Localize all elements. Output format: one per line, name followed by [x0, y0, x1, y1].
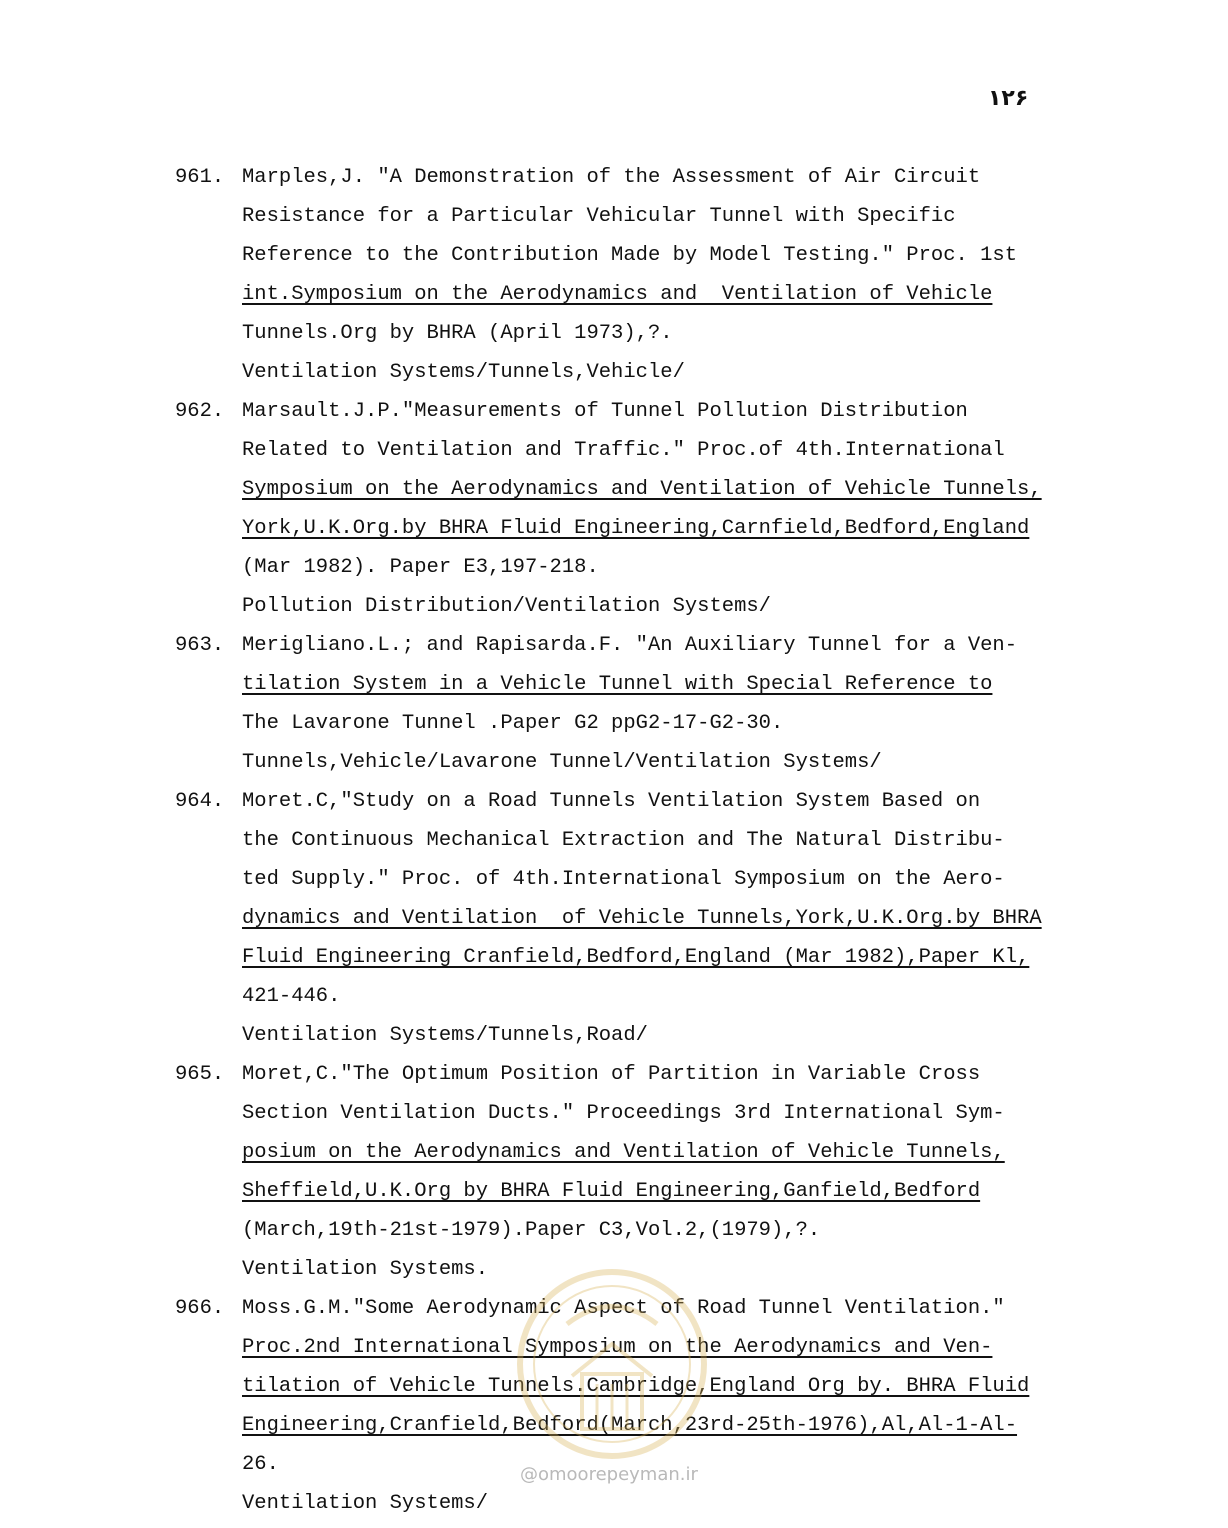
entry-number: 962.	[175, 400, 225, 423]
entry-line: dynamics and Ventilation of Vehicle Tunnels,York,U.K.Org.by BHRA	[242, 907, 1042, 930]
entry-line: tilation of Vehicle Tunnels.Cambridge,England Org by. BHRA Fluid	[242, 1375, 1030, 1398]
bibliography-entry-966	[175, 1289, 1105, 1523]
bibliography-entry-961	[175, 158, 1105, 392]
entry-keywords: Pollution Distribution/Ventilation Systems/	[242, 595, 771, 618]
entry-keywords: Ventilation Systems/Tunnels,Road/	[242, 1024, 648, 1047]
entry-line: Related to Ventilation and Traffic." Proc.of 4th.International	[242, 439, 1005, 462]
entry-line: Marples,J. "A Demonstration of the Assessment of Air Circuit	[242, 166, 981, 189]
entry-line: The Lavarone Tunnel .Paper G2 ppG2-17-G2-30.	[242, 712, 784, 735]
entry-line: Merigliano.L.; and Rapisarda.F. "An Auxiliary Tunnel for a Ven-	[242, 634, 1018, 657]
entry-number: 965.	[175, 1063, 225, 1086]
entry-line: Tunnels.Org by BHRA (April 1973),?.	[242, 322, 673, 345]
entry-line: Resistance for a Particular Vehicular Tunnel with Specific	[242, 205, 956, 228]
entry-line: Moret.C,"Study on a Road Tunnels Ventilation System Based on	[242, 790, 981, 813]
entry-line: ted Supply." Proc. of 4th.International Symposium on the Aero-	[242, 868, 1005, 891]
entry-number: 966.	[175, 1297, 225, 1320]
entry-keywords: Ventilation Systems.	[242, 1258, 489, 1281]
entry-line: Symposium on the Aerodynamics and Ventilation of Vehicle Tunnels,	[242, 478, 1042, 501]
entry-line: York,U.K.Org.by BHRA Fluid Engineering,Carnfield,Bedford,England	[242, 517, 1030, 540]
bibliography-entry-963	[175, 626, 1105, 782]
entry-line: Sheffield,U.K.Org by BHRA Fluid Engineering,Ganfield,Bedford	[242, 1180, 981, 1203]
entry-line: int.Symposium on the Aerodynamics and Ventilation of Vehicle	[242, 283, 993, 306]
entry-line: Moret,C."The Optimum Position of Partition in Variable Cross	[242, 1063, 981, 1086]
entry-line: Fluid Engineering Cranfield,Bedford,England (Mar 1982),Paper Kl,	[242, 946, 1030, 969]
entry-keywords: Tunnels,Vehicle/Lavarone Tunnel/Ventilation Systems/	[242, 751, 882, 774]
entry-line: Marsault.J.P."Measurements of Tunnel Pollution Distribution	[242, 400, 968, 423]
entry-line: (Mar 1982). Paper E3,197-218.	[242, 556, 599, 579]
entry-number: 964.	[175, 790, 225, 813]
bibliography-list	[175, 158, 1105, 1523]
watermark-text: @omoorepeyman.ir	[520, 1464, 698, 1485]
bibliography-entry-964	[175, 782, 1105, 1055]
entry-line: posium on the Aerodynamics and Ventilation of Vehicle Tunnels,	[242, 1141, 1005, 1164]
entry-number: 961.	[175, 166, 225, 189]
entry-line: Engineering,Cranfield,Bedford(March,23rd-25th-1976),Al,Al-1-Al-	[242, 1414, 1018, 1437]
entry-number: 963.	[175, 634, 225, 657]
entry-line: tilation System in a Vehicle Tunnel with Special Reference to	[242, 673, 993, 696]
entry-line: Section Ventilation Ducts." Proceedings 3rd International Sym-	[242, 1102, 1005, 1125]
bibliography-entry-962	[175, 392, 1105, 626]
entry-line: Moss.G.M."Some Aerodynamic Aspect of Road Tunnel Ventilation."	[242, 1297, 1005, 1320]
entry-line: 26.	[242, 1453, 279, 1476]
page-number: ۱۲۶	[988, 86, 1029, 111]
entry-line: 421-446.	[242, 985, 341, 1008]
entry-line: the Continuous Mechanical Extraction and The Natural Distribu-	[242, 829, 1005, 852]
bibliography-entry-965	[175, 1055, 1105, 1289]
entry-line: Reference to the Contribution Made by Model Testing." Proc. 1st	[242, 244, 1018, 267]
entry-keywords: Ventilation Systems/Tunnels,Vehicle/	[242, 361, 685, 384]
entry-keywords: Ventilation Systems/	[242, 1492, 489, 1515]
entry-line: Proc.2nd International Symposium on the Aerodynamics and Ven-	[242, 1336, 993, 1359]
entry-line: (March,19th-21st-1979).Paper C3,Vol.2,(1979),?.	[242, 1219, 821, 1242]
